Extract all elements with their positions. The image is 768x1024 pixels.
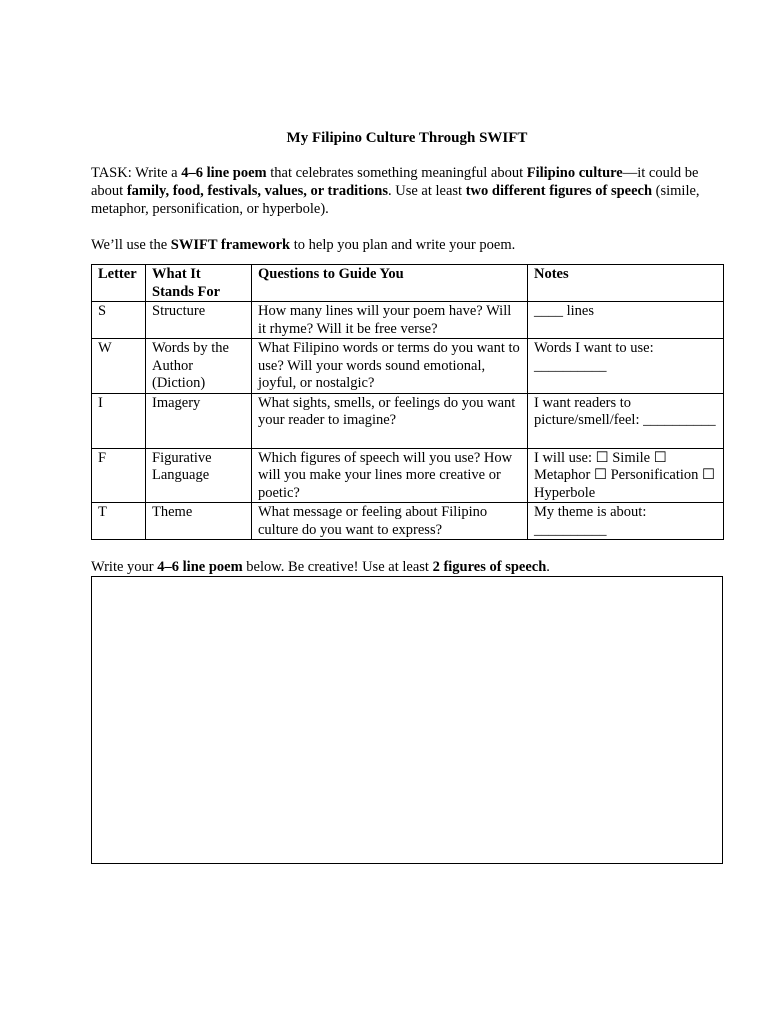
table-row [92, 302, 724, 339]
row-notes[interactable]: ____ lines [528, 302, 724, 339]
row-stands-for: Words by the Author (Diction) [146, 339, 252, 394]
task-emphasis: family, food, festivals, values, or traditions [126, 183, 388, 199]
poem-text: Write your [91, 559, 158, 575]
row-question: What message or feeling about Filipino culture do you want to express? [252, 503, 528, 540]
header-stands-for: What It Stands For [146, 265, 252, 302]
header-notes: Notes [528, 265, 724, 302]
row-letter: S [92, 302, 146, 339]
table-header-row [92, 265, 724, 302]
row-question: What Filipino words or terms do you want to use? Will your words sound emotional, joyful, or nostalgic? [252, 339, 528, 394]
table-row [92, 339, 724, 394]
header-letter: Letter [92, 265, 146, 302]
task-text: (simile, metaphor, personification, or hyperbole). [91, 183, 700, 217]
swift-table [91, 264, 724, 540]
poem-text: . [546, 559, 550, 575]
table-row [92, 448, 724, 503]
table-row [92, 503, 724, 540]
poem-writing-box[interactable] [91, 576, 723, 864]
framework-paragraph [91, 236, 723, 254]
row-stands-for: Structure [146, 302, 252, 339]
row-notes[interactable]: My theme is about: __________ [528, 503, 724, 540]
page-title: My Filipino Culture Through SWIFT [286, 130, 528, 146]
poem-emphasis: 4–6 line poem [157, 559, 243, 575]
row-question: How many lines will your poem have? Will it rhyme? Will it be free verse? [252, 302, 528, 339]
row-notes[interactable]: I will use: ☐ Simile ☐ Metaphor ☐ Personification ☐ Hyperbole [528, 448, 724, 503]
framework-text: We’ll use the [91, 237, 171, 253]
task-paragraph [91, 164, 723, 218]
task-text: —it could be about [91, 165, 699, 199]
task-text: that celebrates something meaningful about [266, 165, 527, 181]
row-stands-for: Imagery [146, 393, 252, 448]
poem-instructions [91, 558, 723, 576]
task-text: TASK: Write a [91, 165, 182, 181]
row-letter: T [92, 503, 146, 540]
row-stands-for: Theme [146, 503, 252, 540]
header-questions: Questions to Guide You [252, 265, 528, 302]
framework-text: to help you plan and write your poem. [290, 237, 516, 253]
row-question: Which figures of speech will you use? How will you make your lines more creative or poetic? [252, 448, 528, 503]
poem-emphasis: 2 figures of speech [432, 559, 547, 575]
row-notes[interactable]: Words I want to use: __________ [528, 339, 724, 394]
task-emphasis: 4–6 line poem [181, 165, 267, 181]
task-emphasis: two different figures of speech [465, 183, 653, 199]
worksheet-page [91, 128, 723, 864]
poem-text: below. Be creative! Use at least [242, 559, 433, 575]
row-letter: W [92, 339, 146, 394]
row-question: What sights, smells, or feelings do you want your reader to imagine? [252, 393, 528, 448]
row-stands-for: Figurative Language [146, 448, 252, 503]
task-emphasis: Filipino culture [526, 165, 623, 181]
table-row [92, 393, 724, 448]
row-letter: I [92, 393, 146, 448]
framework-emphasis: SWIFT framework [170, 237, 291, 253]
row-notes[interactable]: I want readers to picture/smell/feel: __________ [528, 393, 724, 448]
row-letter: F [92, 448, 146, 503]
task-text: . Use at least [387, 183, 466, 199]
